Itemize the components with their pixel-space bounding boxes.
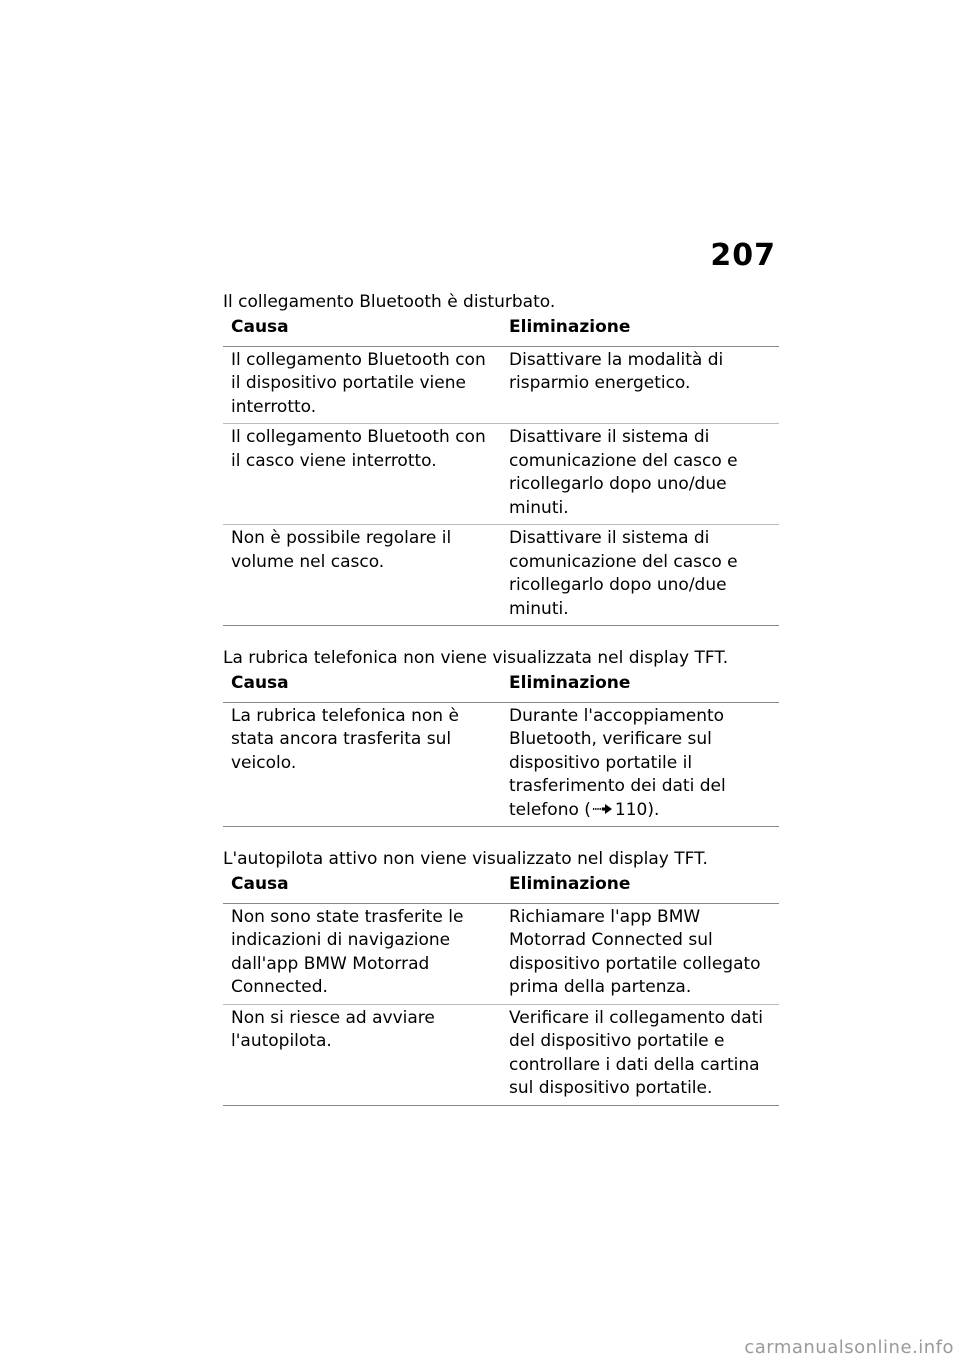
remedy-cell: Disattivare il sistema di comunicazione del casco e ricollegarlo dopo uno/due minuti. <box>501 424 779 525</box>
column-header-cause: Causa <box>223 871 501 903</box>
cause-cell: Il collegamento Bluetooth con il dispositivo portatile viene interrotto. <box>223 346 501 424</box>
cause-cell: Non sono state trasferite le indicazioni di navigazione dall'app BMW Motorrad Connected. <box>223 903 501 1004</box>
cause-remedy-table <box>223 670 779 827</box>
cause-cell: Non si riesce ad avviare l'autopilota. <box>223 1004 501 1105</box>
troubleshooting-content <box>223 290 779 1106</box>
table-header-row <box>223 314 779 346</box>
section-title: L'autopilota attivo non viene visualizzato nel display TFT. <box>223 849 708 869</box>
remedy-cell: Disattivare il sistema di comunicazione del casco e ricollegarlo dopo uno/due minuti. <box>501 525 779 626</box>
table-header-row <box>223 670 779 702</box>
reference-open-paren: ( <box>584 799 591 820</box>
column-header-cause: Causa <box>223 670 501 702</box>
remedy-cell: Disattivare la modalità di risparmio energetico. <box>501 346 779 424</box>
column-header-remedy: Eliminazione <box>501 314 779 346</box>
section-bluetooth-disturbed <box>223 290 779 626</box>
page-number: 207 <box>710 238 776 273</box>
table-header-row <box>223 871 779 903</box>
cause-remedy-table <box>223 314 779 626</box>
remedy-cell: Richiamare l'app BMW Motorrad Connected sul dispositivo portatile collegato prima della partenza. <box>501 903 779 1004</box>
remedy-text: Durante l'accoppiamento Bluetooth, verificare sul dispositivo portatile il trasferimento dei dati del telefono <box>509 705 726 820</box>
section-phonebook-not-shown <box>223 646 779 827</box>
watermark: carmanualsonline.info <box>744 1337 954 1358</box>
cause-cell: La rubrica telefonica non è stata ancora trasferita sul veicolo. <box>223 702 501 827</box>
reference-page-number: 110 <box>614 799 648 820</box>
cause-remedy-table <box>223 871 779 1106</box>
remedy-cell <box>501 702 779 827</box>
reference-close-paren: ). <box>647 799 660 820</box>
table-row <box>223 903 779 1004</box>
table-row <box>223 1004 779 1105</box>
page-reference-arrow-icon <box>593 803 613 815</box>
page-reference[interactable] <box>584 800 659 820</box>
cause-cell: Il collegamento Bluetooth con il casco viene interrotto. <box>223 424 501 525</box>
section-autopilot-not-shown <box>223 847 779 1106</box>
table-row <box>223 346 779 424</box>
remedy-cell: Verificare il collegamento dati del dispositivo portatile e controllare i dati della cartina sul dispositivo portatile. <box>501 1004 779 1105</box>
section-title: La rubrica telefonica non viene visualizzata nel display TFT. <box>223 648 729 668</box>
column-header-remedy: Eliminazione <box>501 871 779 903</box>
table-row <box>223 702 779 827</box>
column-header-remedy: Eliminazione <box>501 670 779 702</box>
column-header-cause: Causa <box>223 314 501 346</box>
cause-cell: Non è possibile regolare il volume nel casco. <box>223 525 501 626</box>
section-title: Il collegamento Bluetooth è disturbato. <box>223 292 556 312</box>
table-row <box>223 424 779 525</box>
table-row <box>223 525 779 626</box>
